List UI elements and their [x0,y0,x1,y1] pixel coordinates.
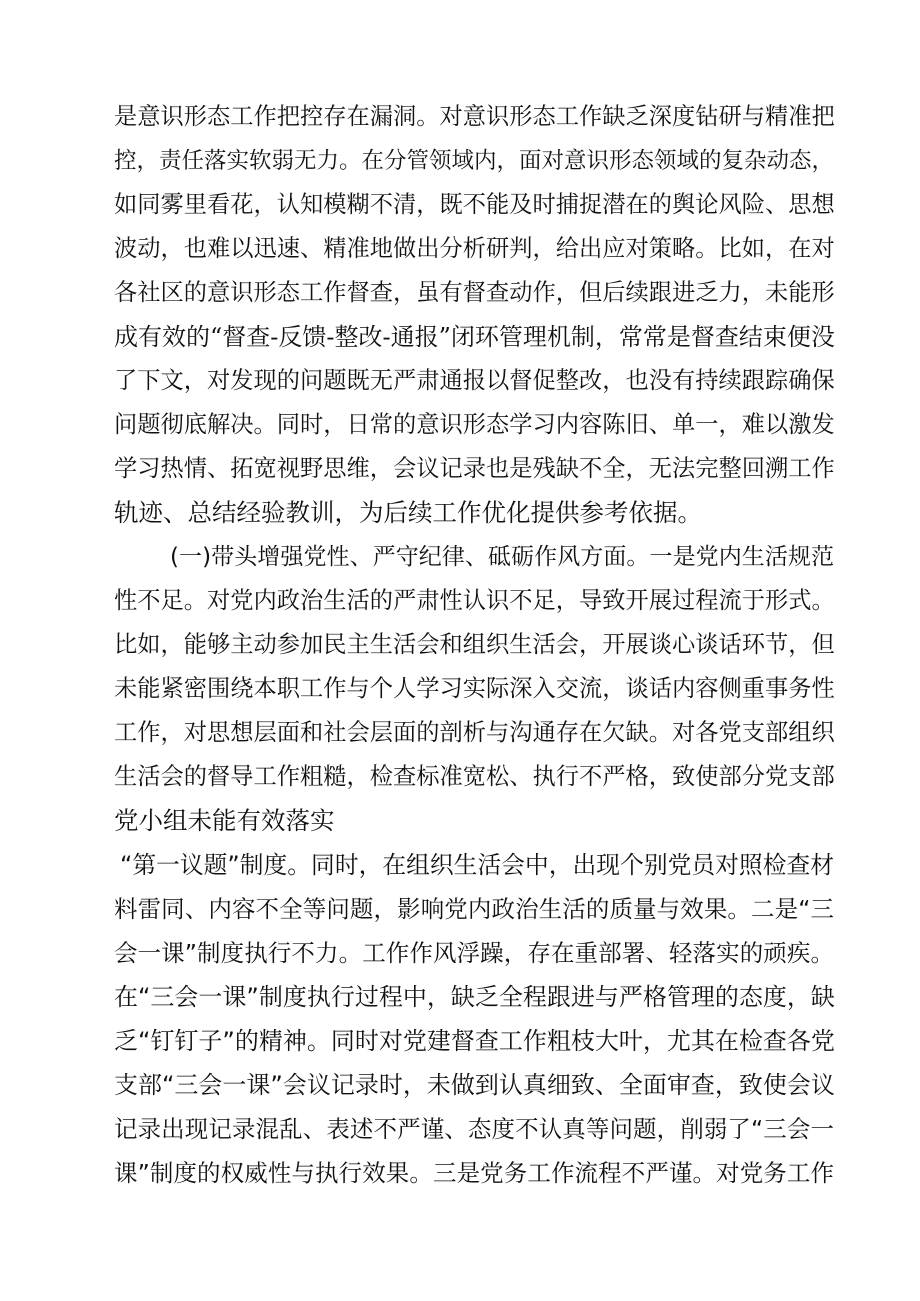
text-line: 轨迹、总结经验教训，为后续工作优化提供参考依据。 [114,498,702,527]
text-line: 在“三会一课”制度执行过程中，缺乏全程跟进与严格管理的态度，缺 [114,983,835,1011]
text-line: 比如，能够主动参加民主生活会和组织生活会，开展谈心谈话环节，但 [114,631,835,658]
text-line: 是意识形态工作把控存在漏洞。对意识形态工作缺乏深度钻研与精准把 [114,103,835,130]
text-line: 性不足。对党内政治生活的严肃性认识不足，导致开展过程流于形式。 [114,587,835,614]
text-line: 如同雾里看花，认知模糊不清，既不能及时捕捉潜在的舆论风险、思想 [114,191,835,218]
text-line: 课”制度的权威性与执行效果。三是党务工作流程不严谨。对党务工作 [114,1159,834,1187]
text-line: 会一课”制度执行不力。工作作风浮躁，存在重部署、轻落实的顽疾。 [114,939,834,967]
text-line: 波动，也难以迅速、精准地做出分析研判，给出应对策略。比如，在对 [114,235,835,262]
text-line: 支部“三会一课”会议记录时，未做到认真细致、全面审查，致使会议 [114,1071,835,1099]
text-line: 各社区的意识形态工作督查，虽有督查动作，但后续跟进乏力，未能形 [114,279,835,306]
text-line: 乏“钉钉子”的精神。同时对党建督查工作粗枝大叶，尤其在检查各党 [114,1027,835,1055]
text-line: 料雷同、内容不全等问题，影响党内政治生活的质量与效果。二是“三 [114,895,834,923]
text-line: 生活会的督导工作粗糙，检查标准宽松、执行不严格，致使部分党支部 [114,763,835,790]
text-line: (一)带头增强党性、严守纪律、砥砺作风方面。一是党内生活规范 [170,544,834,570]
text-line: 记录出现记录混乱、表述不严谨、态度不认真等问题，削弱了“三会一 [114,1115,834,1143]
text-line: 了下文，对发现的问题既无严肃通报以督促整改，也没有持续跟踪确保 [114,367,835,394]
text-line: 党小组未能有效落实 [114,806,335,835]
text-line: 未能紧密围绕本职工作与个人学习实际深入交流，谈话内容侧重事务性 [114,675,835,702]
text-line: 成有效的“督查-反馈-整改-通报”闭环管理机制，常常是督查结束便没 [114,323,835,351]
text-line: 问题彻底解决。同时，日常的意识形态学习内容陈旧、单一，难以激发 [114,411,835,438]
text-line: 学习热情、拓宽视野思维，会议记录也是残缺不全，无法完整回溯工作 [114,455,835,482]
text-line: 控，责任落实软弱无力。在分管领域内，面对意识形态领域的复杂动态， [114,148,835,174]
text-line: “第一议题”制度。同时，在组织生活会中，出现个别党员对照检查材 [120,851,834,879]
text-line: 工作，对思想层面和社会层面的剖析与沟通存在欠缺。对各党支部组织 [114,719,835,746]
